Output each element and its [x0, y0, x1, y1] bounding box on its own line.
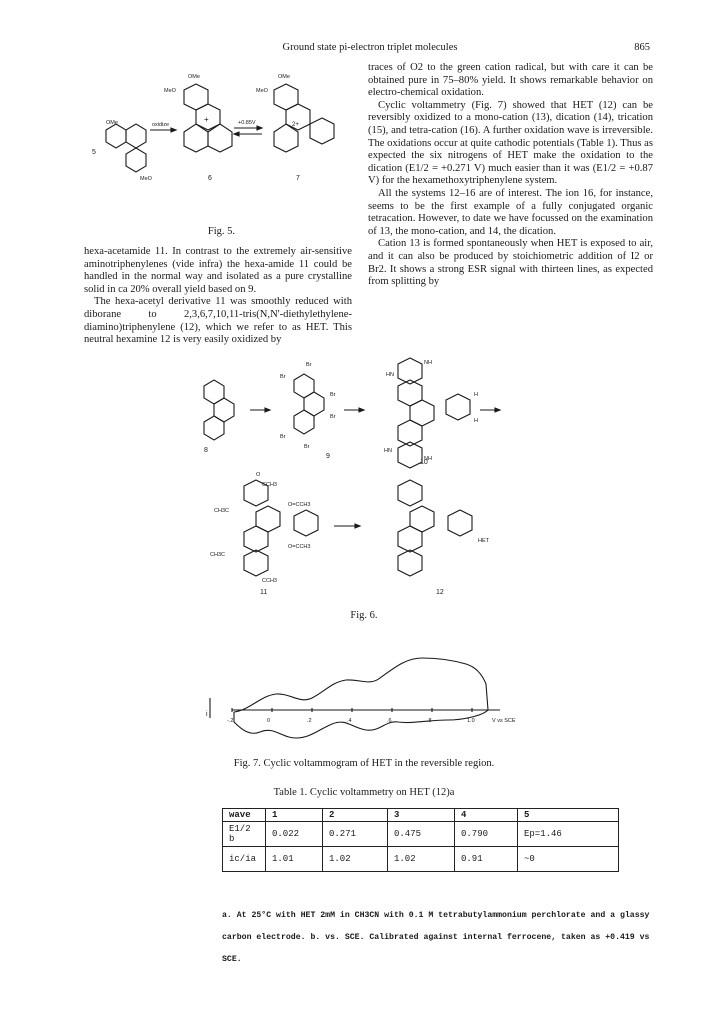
- label-7: 7: [296, 175, 300, 182]
- svg-text:CCH3: CCH3: [262, 482, 277, 488]
- header-cell-3: 3: [388, 809, 455, 822]
- table-cell: ~0: [518, 847, 619, 872]
- table-cell: 0.91: [455, 847, 518, 872]
- axis-tick-label: .8: [427, 718, 432, 724]
- cv-trace-reverse: [234, 710, 488, 738]
- compound6-structure: [164, 74, 232, 182]
- compound7-structure: [256, 74, 334, 182]
- svg-text:CH3C: CH3C: [214, 508, 229, 514]
- label-12: 12: [436, 589, 444, 596]
- table-cell: 0.790: [455, 822, 518, 847]
- label-10: 10: [420, 459, 428, 466]
- axis-tick-label: .6: [387, 718, 392, 724]
- svg-text:O=CCH3: O=CCH3: [288, 502, 311, 508]
- running-title: Ground state pi-electron triplet molecules: [282, 42, 458, 53]
- svg-text:CH3C: CH3C: [210, 552, 225, 558]
- svg-text:Br: Br: [330, 414, 336, 420]
- compound11-structure: [210, 472, 318, 596]
- svg-text:OMe: OMe: [188, 74, 200, 80]
- svg-text:NH: NH: [424, 360, 432, 366]
- svg-text:Br: Br: [280, 374, 286, 380]
- compound10-structure: [384, 358, 478, 468]
- axis-tick-label: .2: [307, 718, 312, 724]
- table1: [222, 808, 619, 872]
- svg-text:O: O: [256, 472, 261, 478]
- table-cell: Ep=1.46: [518, 822, 619, 847]
- row-label-ic-ia: ic/ia: [223, 847, 266, 872]
- svg-text:HN: HN: [384, 448, 392, 454]
- svg-text:MeO: MeO: [140, 176, 152, 182]
- compound5-structure: [92, 120, 153, 182]
- page-number: 865: [634, 42, 650, 53]
- svg-text:NH: NH: [424, 456, 432, 462]
- fig5-structures: [84, 62, 359, 222]
- axis-tick-label: 0: [267, 718, 271, 724]
- label-9: 9: [326, 453, 330, 460]
- header-cell-5: 5: [518, 809, 619, 822]
- svg-text:Br: Br: [306, 362, 312, 368]
- compound9-structure: [280, 362, 336, 460]
- fig5-caption: Fig. 5.: [207, 226, 236, 237]
- table-cell: 0.475: [388, 822, 455, 847]
- oxidize-label: oxidize: [152, 122, 170, 128]
- table1-footnote: a. At 25°C with HET 2mM in CH3CN with 0.1 M tetrabutylammonium perchlorate and a glassy carbon electrode. b. vs. SCE. Calibrated against internal ferrocene, taken as +0.419 vs SCE.: [222, 911, 650, 964]
- header-cell-4: 4: [455, 809, 518, 822]
- fig6-reaction-scheme: [184, 356, 534, 606]
- svg-text:Br: Br: [304, 444, 310, 450]
- fig7-caption: Fig. 7. Cyclic voltammogram of HET in the reversible region.: [233, 758, 495, 769]
- svg-text:O=CCH3: O=CCH3: [288, 544, 311, 550]
- table-cell: 1.01: [266, 847, 323, 872]
- current-label: i: [206, 711, 208, 718]
- header-cell-wave: wave: [223, 809, 266, 822]
- svg-text:2+: 2+: [292, 122, 299, 128]
- fig7-voltammogram: [200, 638, 550, 758]
- label-11: 11: [260, 589, 268, 596]
- svg-text:OMe: OMe: [106, 120, 118, 126]
- table-cell: 0.022: [266, 822, 323, 847]
- label-8: 8: [204, 447, 208, 454]
- axis-unit-label: V vs SCE: [492, 718, 516, 724]
- label-6: 6: [208, 175, 212, 182]
- svg-text:CCH3: CCH3: [262, 578, 277, 584]
- svg-text:Br: Br: [330, 392, 336, 398]
- svg-text:HN: HN: [386, 372, 394, 378]
- svg-text:H: H: [474, 418, 478, 424]
- axis-tick-label: .4: [347, 718, 352, 724]
- svg-text:Br: Br: [280, 434, 286, 440]
- right-paragraph-3: All the systems 12–16 are of interest. The ion 16, for instance, seems to be the first example of a fully conjugated organic tetracation. However, to date we have focussed on the examination of 13, the mono-cation, and 14, the dication.: [368, 187, 653, 237]
- table-header-row: [223, 809, 619, 822]
- axis-tick-label: -.2: [227, 718, 234, 724]
- header-cell-1: 1: [266, 809, 323, 822]
- svg-text:MeO: MeO: [164, 88, 176, 94]
- axis-tick-label: 1.0: [467, 718, 475, 724]
- table1-title: Table 1. Cyclic voltammetry on HET (12)a: [273, 787, 455, 798]
- compound8-structure: [204, 380, 234, 454]
- left-paragraph-1: hexa-acetamide 11. In contrast to the extremely air-sensitive aminotriphenylenes (vide infra) the hexa-amide 11 could be handled in the normal way and isolated as a pure crystalline solid in ca 20% overall yield based on 9.: [84, 246, 352, 295]
- label-5: 5: [92, 149, 96, 156]
- svg-text:OMe: OMe: [278, 74, 290, 80]
- left-column: [84, 246, 352, 347]
- table-cell: 1.02: [388, 847, 455, 872]
- het-label: HET: [478, 538, 489, 544]
- svg-text:MeO: MeO: [256, 88, 268, 94]
- right-paragraph-2: Cyclic voltammetry (Fig. 7) showed that HET (12) can be reversibly oxidized to a mono-cation (13), dication (14), trication (15), and tetra-cation (16). A further oxidation wave is irreversible. The oxidations occur at quite cathodic potentials (Table 1). Thus as expected the six nitrogens of HET make the oxidation to the dication (E1/2 = +0.271 V) much easier than it was (E1/2 = +0.87 V) for the hexamethoxytriphenylene system.: [368, 99, 653, 187]
- left-paragraph-2: The hexa-acetyl derivative 11 was smoothly reduced with diborane to 2,3,6,7,10,11-tris(N,N'-diethylethylene-diamino)triphenylene (12), which we refer to as HET. This neutral hexamine 12 is very easily oxidized by: [84, 296, 352, 346]
- right-paragraph-1: traces of O2 to the green cation radical, but with care it can be obtained pure in 75–80% yield. It shows remarkable behavior on electro-chemical oxidation.: [368, 62, 653, 99]
- page-header: [90, 42, 650, 56]
- table-cell: 1.02: [323, 847, 388, 872]
- cv-trace-forward: [234, 658, 488, 712]
- potential-label: +0.85V: [238, 120, 256, 126]
- svg-text:+: +: [204, 115, 209, 124]
- right-paragraph-4: Cation 13 is formed spontaneously when HET is exposed to air, and it can also be produced by stoichiometric addition of I2 or Br2. It shows a strong ESR signal with thirteen lines, as expected from splitting by: [368, 238, 653, 288]
- svg-text:H: H: [474, 392, 478, 398]
- compound12-structure: [398, 480, 490, 596]
- right-column: [368, 62, 653, 289]
- table-row: [223, 847, 619, 872]
- fig6-caption: Fig. 6.: [350, 610, 378, 621]
- row-label-e-half: E1/2 b: [223, 822, 266, 847]
- table-cell: 0.271: [323, 822, 388, 847]
- header-cell-2: 2: [323, 809, 388, 822]
- table-row: [223, 822, 619, 847]
